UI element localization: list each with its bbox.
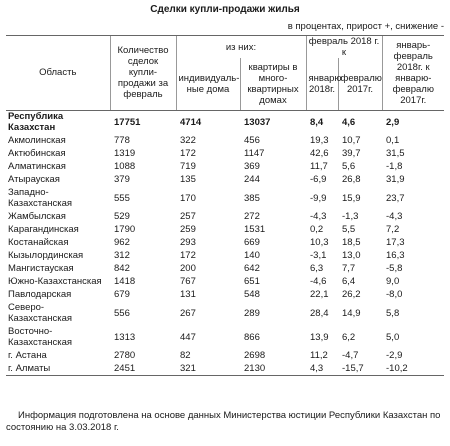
cell-value: 548 [244, 289, 260, 300]
cell-value: 170 [180, 192, 196, 204]
cell-value: 669 [244, 237, 260, 248]
cell-value: 31,5 [386, 148, 405, 159]
table-row [6, 160, 444, 173]
cell-value: 267 [180, 307, 196, 319]
header-feb2017: февралю 2017г. [338, 58, 382, 110]
header-feb2018: февраль 2018 г. к [306, 36, 382, 59]
cell-value: -10,2 [382, 362, 444, 375]
table-row [6, 173, 444, 186]
table-row [6, 362, 444, 375]
cell-value: 82 [180, 350, 191, 361]
table-row [6, 110, 444, 134]
cell-region: Алматинская [8, 161, 66, 172]
cell-value: 17,3 [386, 237, 405, 248]
cell-value: 0,1 [386, 135, 400, 146]
cell-value: 556 [114, 307, 130, 319]
cell-value: 15,9 [342, 192, 361, 204]
cell-region: Актюбинская [8, 148, 66, 159]
header-individual: индивидуаль-ные дома [176, 58, 240, 110]
cell-value: 200 [180, 263, 196, 274]
table-row [6, 223, 444, 236]
cell-value: 1147 [244, 148, 265, 159]
cell-value: 5,8 [386, 307, 400, 319]
cell-value: 16,3 [386, 250, 405, 261]
cell-value: 322 [180, 135, 196, 146]
table-row [6, 236, 444, 249]
cell-value: 13,0 [342, 250, 361, 261]
cell-value: 257 [180, 211, 196, 222]
cell-value: 11,7 [310, 161, 328, 172]
cell-value: 293 [180, 237, 196, 248]
cell-value: 842 [114, 263, 130, 274]
cell-value: 767 [180, 276, 196, 287]
cell-value: 962 [114, 237, 130, 248]
cell-value: 312 [114, 250, 130, 261]
cell-value: 369 [244, 161, 260, 172]
cell-value: 2698 [244, 350, 266, 361]
cell-value: 23,7 [386, 192, 405, 204]
cell-region: Кызылординская [8, 250, 84, 261]
cell-value: 18,5 [342, 237, 361, 248]
cell-value: -4,7 [342, 350, 359, 361]
cell-value: 31,9 [386, 174, 405, 185]
cell-value: 172 [180, 250, 196, 261]
cell-value: 42,6 [310, 148, 329, 159]
cell-value: 9,0 [386, 276, 400, 287]
cell-value: 14,9 [342, 307, 361, 319]
cell-region: Мангистауская [8, 263, 74, 274]
table-row [6, 210, 444, 223]
cell-value: 866 [244, 331, 260, 343]
cell-value: 679 [114, 289, 130, 300]
table-row [6, 147, 444, 160]
cell-value: 26,2 [342, 289, 361, 300]
cell-value: 5,5 [342, 224, 356, 235]
footnote: Информация подготовлена на основе данных Министерства юстиции Республики Казахстан по состоянию на 3.03.2018 г. [6, 410, 441, 433]
cell-value: -6,9 [310, 174, 327, 185]
cell-region: г. Астана [8, 350, 47, 361]
header-of-which: из них: [176, 36, 306, 59]
cell-region: Южно-Казахстанская [8, 276, 102, 287]
cell-value: 719 [180, 161, 196, 172]
table-row [6, 134, 444, 147]
cell-region: г. Алматы [6, 362, 110, 375]
cell-value: 778 [114, 135, 130, 146]
cell-value: -3,1 [310, 250, 327, 261]
cell-value: 321 [176, 362, 240, 375]
cell-value: 4714 [180, 116, 202, 128]
cell-value: 1313 [114, 331, 136, 343]
cell-value: 13,9 [310, 331, 329, 343]
cell-value: 6,3 [310, 263, 324, 274]
cell-region: Акмолинская [8, 135, 66, 146]
cell-value: 6,4 [342, 276, 356, 287]
cell-value: -1,3 [342, 211, 359, 222]
cell-value: 10,7 [342, 135, 361, 146]
cell-region: Северо-Казахстанская [8, 302, 73, 324]
cell-value: 22,1 [310, 289, 329, 300]
cell-value: 5,6 [342, 161, 356, 172]
cell-value: 555 [114, 192, 130, 204]
header-janfeb: январь-февраль 2018г. к январю-февралю 2017г. [382, 36, 444, 111]
table-row [6, 325, 444, 349]
cell-value: 11,2 [310, 350, 328, 361]
cell-value: -2,9 [386, 350, 403, 361]
cell-value: 39,7 [342, 148, 361, 159]
header-jan2018: январю 2018г. [306, 58, 338, 110]
cell-region: Жамбылская [8, 211, 66, 222]
cell-value: 135 [180, 174, 196, 185]
cell-region: Карагандинская [8, 224, 79, 235]
cell-value: 1790 [114, 224, 136, 235]
unit-note: в процентах, прирост +, снижение - [287, 21, 444, 32]
header-count: Количество сделок купли-продажи за февраль [110, 36, 176, 111]
cell-value: 131 [180, 289, 196, 300]
cell-value: -9,9 [310, 192, 327, 204]
deals-table [6, 35, 444, 376]
cell-value: 1531 [244, 224, 266, 235]
cell-value: 1319 [114, 148, 136, 159]
table-body [6, 110, 444, 375]
cell-value: 2780 [114, 350, 136, 361]
cell-value: 259 [180, 224, 196, 235]
cell-region: Западно-Казахстанская [8, 187, 73, 209]
table-row [6, 249, 444, 262]
table-row [6, 288, 444, 301]
header-apartments: квартиры в много-квартирных домах [240, 58, 306, 110]
cell-value: 172 [180, 148, 196, 159]
cell-value: -15,7 [338, 362, 382, 375]
cell-value: 6,2 [342, 331, 356, 343]
table-row [6, 186, 444, 210]
table-row [6, 262, 444, 275]
cell-value: 456 [244, 135, 260, 146]
cell-region: Восточно-Казахстанская [8, 326, 73, 348]
cell-value: -8,0 [386, 289, 403, 300]
cell-region: Республика Казахстан [8, 111, 64, 134]
cell-value: 7,2 [386, 224, 400, 235]
cell-value: 379 [114, 174, 130, 185]
cell-value: 1088 [114, 161, 136, 172]
cell-value: 13037 [244, 116, 271, 128]
cell-value: 4,3 [306, 362, 338, 375]
cell-value: -5,8 [386, 263, 403, 274]
cell-value: 642 [244, 263, 260, 274]
cell-value: -1,8 [386, 161, 403, 172]
cell-value: -4,3 [310, 211, 327, 222]
cell-value: 140 [244, 250, 260, 261]
cell-value: 2451 [110, 362, 176, 375]
cell-value: 385 [244, 192, 260, 204]
cell-value: 26,8 [342, 174, 361, 185]
cell-value: 447 [180, 331, 196, 343]
cell-value: 28,4 [310, 307, 329, 319]
cell-value: 272 [244, 211, 260, 222]
cell-value: 10,3 [310, 237, 329, 248]
cell-value: 7,7 [342, 263, 356, 274]
header-region: Область [6, 36, 110, 111]
cell-value: -4,3 [386, 211, 403, 222]
cell-value: 529 [114, 211, 130, 222]
cell-value: -4,6 [310, 276, 327, 287]
cell-value: 8,4 [310, 116, 324, 128]
cell-value: 4,6 [342, 116, 356, 128]
cell-value: 5,0 [386, 331, 400, 343]
cell-value: 2,9 [386, 116, 400, 128]
cell-region: Павлодарская [8, 289, 72, 300]
cell-region: Костанайская [8, 237, 69, 248]
document-title: Сделки купли-продажи жилья [150, 4, 300, 15]
cell-value: 19,3 [310, 135, 329, 146]
cell-value: 289 [244, 307, 260, 319]
cell-value: 2130 [240, 362, 306, 375]
cell-value: 17751 [114, 116, 141, 128]
cell-value: 651 [244, 276, 260, 287]
table-row [6, 301, 444, 325]
cell-value: 1418 [114, 276, 136, 287]
table-row [6, 349, 444, 362]
cell-value: 244 [244, 174, 260, 185]
cell-value: 0,2 [310, 224, 324, 235]
cell-region: Атырауская [8, 174, 60, 185]
table-row [6, 275, 444, 288]
